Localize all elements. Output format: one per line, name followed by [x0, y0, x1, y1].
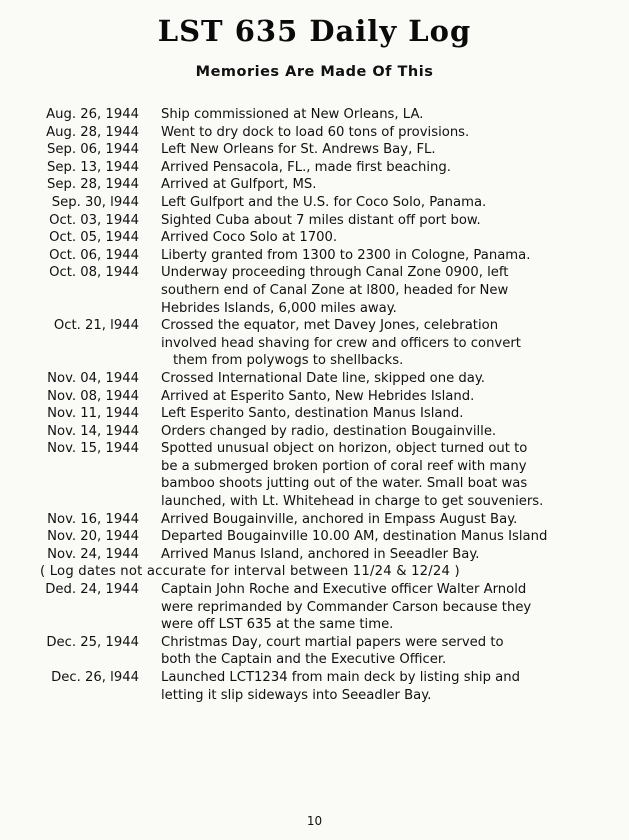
log-entry-line: Arrived Pensacola, FL., made first beaching.	[161, 159, 451, 175]
log-entry	[30, 264, 600, 317]
log-entry-date: Oct. 08, 1944	[49, 265, 139, 281]
log-entry-line: Captain John Roche and Executive officer Walter Arnold	[161, 582, 527, 598]
log-entry-line: Left Gulfport and the U.S. for Coco Solo, Panama.	[161, 194, 487, 210]
log-entry	[30, 370, 600, 388]
log-entry-line: Arrived Coco Solo at 1700.	[161, 230, 338, 246]
log-entry-text	[161, 388, 474, 406]
log-entry-line: Departed Bougainville 10.00 AM, destination Manus Island	[161, 529, 548, 545]
log-entry-text	[161, 634, 504, 669]
log-entry-line: Went to dry dock to load 60 tons of provisions.	[161, 124, 470, 140]
log-entry-line: Crossed International Date line, skipped one day.	[161, 370, 485, 386]
log-entry-text	[161, 423, 496, 441]
log-entry-date: Sep. 06, 1944	[47, 142, 139, 158]
log-entry	[30, 229, 600, 247]
log-entry-line: were reprimanded by Commander Carson because they	[161, 599, 532, 615]
log-entry-text	[161, 159, 451, 177]
daily-log-list	[30, 106, 600, 704]
log-entry-date: Oct. 06, 1944	[49, 247, 139, 263]
log-entry-line: Spotted unusual object on horizon, object turned out to	[161, 441, 528, 457]
log-entry-line: Orders changed by radio, destination Bougainville.	[161, 423, 497, 439]
log-entry-text	[161, 106, 423, 124]
log-entry-text	[161, 229, 337, 247]
log-entry-line: Ship commissioned at New Orleans, LA.	[161, 107, 424, 122]
log-entry	[30, 159, 600, 177]
log-entry-line: Left Esperito Santo, destination Manus Island.	[161, 406, 464, 422]
log-entry-line: Christmas Day, court martial papers were served to	[161, 634, 504, 650]
log-entry-line: involved head shaving for crew and officers to convert	[161, 335, 521, 351]
log-entry-line: Launched LCT1234 from main deck by listing ship and	[161, 670, 520, 685]
page-subtitle: Memories Are Made Of This	[195, 64, 434, 80]
log-entry-date: Dec. 26, l944	[51, 670, 139, 685]
log-entry-date: Dec. 25, 1944	[46, 634, 139, 650]
log-entry-date: Oct. 05, 1944	[49, 230, 139, 246]
log-entry-date: Nov. 08, 1944	[47, 388, 139, 404]
log-entry	[30, 528, 600, 546]
log-entry-date: Nov. 14, 1944	[47, 423, 139, 439]
log-note: ( Log dates not accurate for interval between 11/24 & 12/24 )	[40, 564, 460, 580]
log-entry-date: Oct. 21, l944	[53, 318, 139, 334]
log-entry-date: Oct. 03, 1944	[49, 212, 139, 228]
log-entry	[30, 176, 600, 194]
log-entry-text	[161, 669, 520, 704]
log-entry-line: both the Captain and the Executive Officer.	[161, 652, 447, 668]
log-entry-text	[161, 405, 463, 423]
log-entry-line: be a submerged broken portion of coral reef with many	[161, 458, 527, 474]
log-entry	[30, 581, 600, 634]
log-entry-text	[161, 247, 530, 265]
log-entry-text	[161, 370, 485, 388]
log-entry-date: Nov. 24, 1944	[47, 546, 139, 562]
log-entry-date: Nov. 16, 1944	[47, 511, 139, 527]
log-entry	[30, 212, 600, 230]
log-entry	[30, 194, 600, 212]
log-entry-line: Hebrides Islands, 6,000 miles away.	[161, 300, 397, 316]
log-entry	[30, 669, 600, 704]
log-entry-date: Sep. 13, 1944	[47, 159, 139, 175]
log-entry	[30, 546, 600, 564]
log-entry-line: Liberty granted from 1300 to 2300 in Cologne, Panama.	[161, 247, 531, 263]
log-entry	[30, 634, 600, 669]
log-entry-date: Aug. 26, 1944	[46, 107, 139, 122]
log-entry-date: Nov. 15, 1944	[47, 441, 139, 457]
log-entry-text	[161, 546, 479, 564]
log-entry-date: Nov. 11, 1944	[47, 406, 139, 422]
page-title: LST 635 Daily Log	[157, 14, 472, 48]
log-entry-line: Arrived at Gulfport, MS.	[161, 177, 317, 193]
log-entry-date: Sep. 28, 1944	[47, 177, 139, 193]
log-entry	[30, 440, 600, 510]
log-entry	[30, 317, 600, 370]
log-entry-line: letting it slip sideways into Seeadler Bay.	[161, 687, 432, 703]
log-entry-date: Ded. 24, 1944	[45, 582, 139, 598]
log-entry	[30, 141, 600, 159]
log-entry-line: Arrived Manus Island, anchored in Seeadler Bay.	[161, 546, 480, 562]
log-entry	[30, 106, 600, 124]
log-entry-text	[161, 317, 521, 370]
log-entry	[30, 388, 600, 406]
log-entry-line: Crossed the equator, met Davey Jones, celebration	[161, 318, 499, 334]
log-entry-line: Arrived Bougainville, anchored in Empass August Bay.	[161, 511, 518, 527]
log-entry-text	[161, 528, 547, 546]
log-entry-line: southern end of Canal Zone at l800, headed for New	[161, 282, 509, 298]
log-entry-line: Arrived at Esperito Santo, New Hebrides Island.	[161, 388, 475, 404]
log-entry-date: Nov. 20, 1944	[47, 529, 139, 545]
log-entry	[30, 511, 600, 529]
log-entry-text	[161, 124, 469, 142]
log-entry-text	[161, 264, 508, 317]
log-entry-text	[161, 511, 517, 529]
page-number: 10	[306, 814, 323, 828]
log-entry-text	[161, 176, 316, 194]
log-entry-line: launched, with Lt. Whitehead in charge to get souveniers.	[161, 494, 544, 510]
log-entry-line: them from polywogs to shellbacks.	[173, 353, 404, 369]
log-entry-line: Left New Orleans for St. Andrews Bay, FL.	[161, 142, 436, 158]
log-entry-line: Sighted Cuba about 7 miles distant off port bow.	[161, 212, 481, 228]
log-entry-line: bamboo shoots jutting out of the water. Small boat was	[161, 476, 528, 492]
log-entry	[30, 405, 600, 423]
log-entry	[30, 247, 600, 265]
log-entry-date: Sep. 30, l944	[51, 194, 139, 210]
log-entry	[30, 423, 600, 441]
log-entry-line: were off LST 635 at the same time.	[161, 617, 394, 633]
log-entry-text	[161, 212, 481, 230]
log-entry-text	[161, 141, 436, 159]
log-entry-line: Underway proceeding through Canal Zone 0900, left	[161, 265, 509, 281]
log-entry-text	[161, 194, 486, 212]
log-entry-text	[161, 440, 543, 510]
log-entry-date: Aug. 28, 1944	[46, 124, 139, 140]
log-entry-text	[161, 581, 531, 634]
log-entry	[30, 124, 600, 142]
log-entry-date: Nov. 04, 1944	[47, 370, 139, 386]
